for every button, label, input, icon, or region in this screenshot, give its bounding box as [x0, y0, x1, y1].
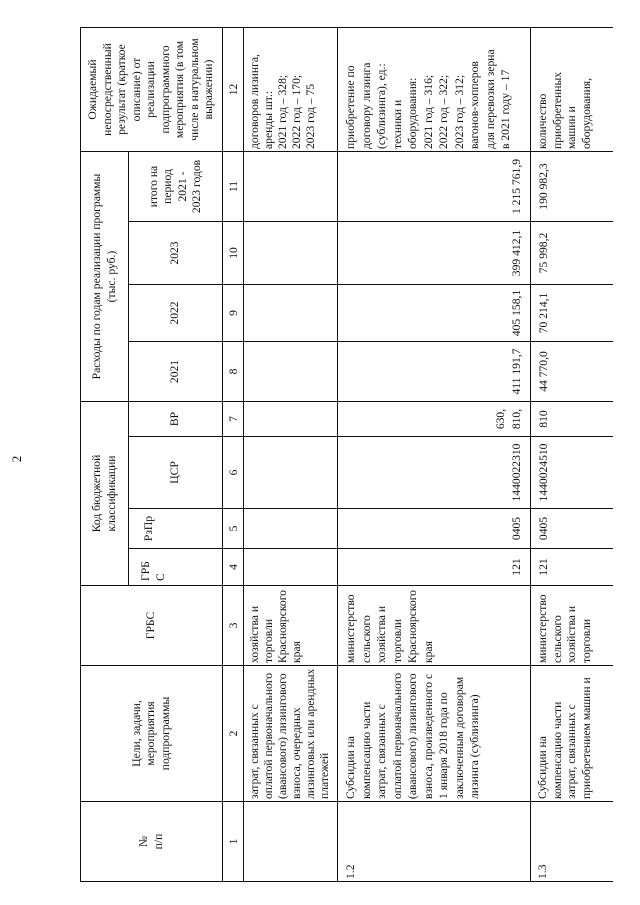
- cell-csr: [244, 437, 338, 509]
- header-expenses: Расходы по годам реализации программы (тыс. руб.): [81, 152, 129, 402]
- cell-rzpr: 0405: [531, 509, 613, 549]
- cell-year-2021: [244, 342, 338, 402]
- header-year-2023: 2023: [129, 222, 223, 285]
- page-number: 2: [9, 455, 24, 463]
- header-rzpr: РзПр: [129, 509, 223, 549]
- header-row-group: [81, 28, 129, 882]
- cell-vr: 810: [531, 402, 613, 437]
- column-number: 2: [223, 666, 244, 802]
- cell-csr: 1440022310: [338, 437, 531, 509]
- header-budget-code: Код бюджетной классификации: [81, 402, 129, 586]
- cell-rzpr: 0405: [338, 509, 531, 549]
- column-number: 12: [223, 28, 244, 152]
- cell-grbs-code: 121: [531, 549, 613, 586]
- cell-grbs-name: хозяйства и торговли Красноярского края: [244, 586, 338, 666]
- column-number: 8: [223, 342, 244, 402]
- column-number: 4: [223, 549, 244, 586]
- header-goals: Цели, задачи, мероприятия подпрограммы: [81, 666, 223, 802]
- cell-expected-result: договоров лизинга, аренды шт.: 2021 год – 328; 2022 год – 170; 2023 год – 75: [244, 28, 338, 152]
- cell-total: 190 982,3: [531, 152, 613, 222]
- cell-goal: Субсидии на компенсацию части затрат, связанных с приобретением машин и: [531, 666, 613, 802]
- column-numbers-row: [223, 28, 244, 882]
- column-number: 1: [223, 802, 244, 882]
- header-vr: ВР: [129, 402, 223, 437]
- header-year-2021: 2021: [129, 342, 223, 402]
- cell-year-2021: 44 770,0: [531, 342, 613, 402]
- cell-year-2023: [244, 222, 338, 285]
- header-number: № п/п: [81, 802, 223, 882]
- column-number: 3: [223, 586, 244, 666]
- cell-year-2022: [244, 285, 338, 342]
- cell-number: 1.2: [338, 802, 531, 882]
- header-year-2022: 2022: [129, 285, 223, 342]
- cell-grbs-code: [244, 549, 338, 586]
- cell-expected-result: приобретение по договору лизинга (сублизинга), ед.: техники и оборудования: 2021 год – 316; 2022 год – 322; 2023 год – 312; вагонов-хопперов для перевозки зерна в 2021 году – 17: [338, 28, 531, 152]
- cell-year-2022: 70 214,1: [531, 285, 613, 342]
- column-number: 5: [223, 509, 244, 549]
- table-row: [244, 28, 338, 882]
- cell-goal: Субсидии на компенсацию части затрат, связанных с оплатой первоначального (авансового) лизингового взноса, произведенного с 1 января 2018 года по заключенным договорам лизинга (сублизинга): [338, 666, 531, 802]
- column-number: 9: [223, 285, 244, 342]
- cell-number: [244, 802, 338, 882]
- cell-rzpr: [244, 509, 338, 549]
- cell-csr: 1440024510: [531, 437, 613, 509]
- cell-grbs-code: 121: [338, 549, 531, 586]
- cell-vr: [244, 402, 338, 437]
- subprogram-activities-table: [80, 27, 613, 882]
- cell-vr: 630, 810,: [338, 402, 531, 437]
- cell-year-2022: 405 158,1: [338, 285, 531, 342]
- column-number: 11: [223, 152, 244, 222]
- column-number: 7: [223, 402, 244, 437]
- cell-year-2023: 399 412,1: [338, 222, 531, 285]
- cell-grbs-name: министерство сельского хозяйства и торговли: [531, 586, 613, 666]
- table-row: [338, 28, 531, 882]
- cell-total: [244, 152, 338, 222]
- cell-number: 1.3: [531, 802, 613, 882]
- header-grbs-name: ГРБС: [81, 586, 223, 666]
- cell-grbs-name: министерство сельского хозяйства и торговли Красноярского края: [338, 586, 531, 666]
- cell-year-2023: 75 998,2: [531, 222, 613, 285]
- header-total: итого на период 2021 - 2023 годов: [129, 152, 223, 222]
- cell-total: 1 215 761,9: [338, 152, 531, 222]
- cell-year-2021: 411 191,7: [338, 342, 531, 402]
- cell-expected-result: количество приобретенных машин и оборудования,: [531, 28, 613, 152]
- header-grbs-code: ГРБ С: [129, 549, 223, 586]
- column-number: 6: [223, 437, 244, 509]
- cell-goal: затрат, связанных с оплатой первоначального (авансового) лизингового взноса, очередных лизинговых или арендных платежей: [244, 666, 338, 802]
- table-row: [531, 28, 613, 882]
- header-expected-result: Ожидаемый непосредственный результат (краткое описание) от реализации подпрограммного мероприятия (в том числе в натуральном выражении): [81, 28, 223, 152]
- header-csr: ЦСР: [129, 437, 223, 509]
- column-number: 10: [223, 222, 244, 285]
